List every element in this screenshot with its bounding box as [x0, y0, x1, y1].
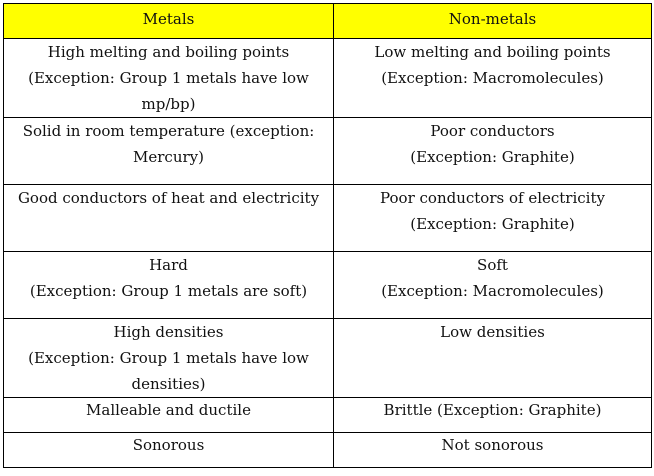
cell-line: Low densities — [440, 323, 545, 341]
header-non-metals: Non-metals — [334, 4, 652, 39]
table-row — [4, 252, 652, 319]
cell-line: Poor conductors of electricity — [380, 189, 605, 207]
cell-line: Good conductors of heat and electricity — [17, 189, 320, 207]
cell-line: High melting and boiling points — [47, 43, 290, 61]
cell-line: Hard — [149, 256, 188, 274]
metals-cell — [4, 252, 334, 319]
cell-line: (Exception: Graphite) — [410, 215, 575, 233]
cell-line: Brittle (Exception: Graphite) — [383, 401, 602, 419]
cell-line: (Exception: Macromolecules) — [381, 69, 604, 87]
metals-cell — [4, 118, 334, 185]
nonmetals-cell — [334, 39, 652, 118]
metals-cell — [4, 39, 334, 118]
cell-line: High densities — [113, 323, 224, 341]
cell-line: Sonorous — [132, 436, 205, 454]
cell-line: Solid in room temperature (exception: — [22, 122, 315, 140]
table-header-row — [4, 4, 652, 39]
cell-line: (Exception: Graphite) — [410, 148, 575, 166]
table-row — [4, 398, 652, 433]
table-row — [4, 39, 652, 118]
metals-cell — [4, 185, 334, 252]
header-metals: Metals — [4, 4, 334, 39]
table-row — [4, 433, 652, 468]
table-row — [4, 185, 652, 252]
table-row — [4, 118, 652, 185]
metals-cell — [4, 319, 334, 398]
nonmetals-cell — [334, 185, 652, 252]
cell-line: densities) — [131, 375, 206, 393]
cell-line: (Exception: Group 1 metals are soft) — [29, 282, 308, 300]
cell-line: Low melting and boiling points — [374, 43, 611, 61]
nonmetals-cell — [334, 118, 652, 185]
cell-line: (Exception: Group 1 metals have low — [28, 69, 309, 87]
cell-line: (Exception: Group 1 metals have low — [28, 349, 309, 367]
table-row — [4, 319, 652, 398]
nonmetals-cell — [334, 398, 652, 433]
nonmetals-cell — [334, 319, 652, 398]
nonmetals-cell — [334, 433, 652, 468]
cell-line: Poor conductors — [430, 122, 555, 140]
metals-cell — [4, 398, 334, 433]
nonmetals-cell — [334, 252, 652, 319]
cell-line: Mercury) — [133, 148, 204, 166]
metals-cell — [4, 433, 334, 468]
cell-line: Not sonorous — [441, 436, 544, 454]
metals-nonmetals-comparison-table — [3, 3, 652, 468]
cell-line: Malleable and ductile — [86, 401, 251, 419]
cell-line: (Exception: Macromolecules) — [381, 282, 604, 300]
cell-line: mp/bp) — [141, 95, 196, 113]
cell-line: Soft — [477, 256, 508, 274]
